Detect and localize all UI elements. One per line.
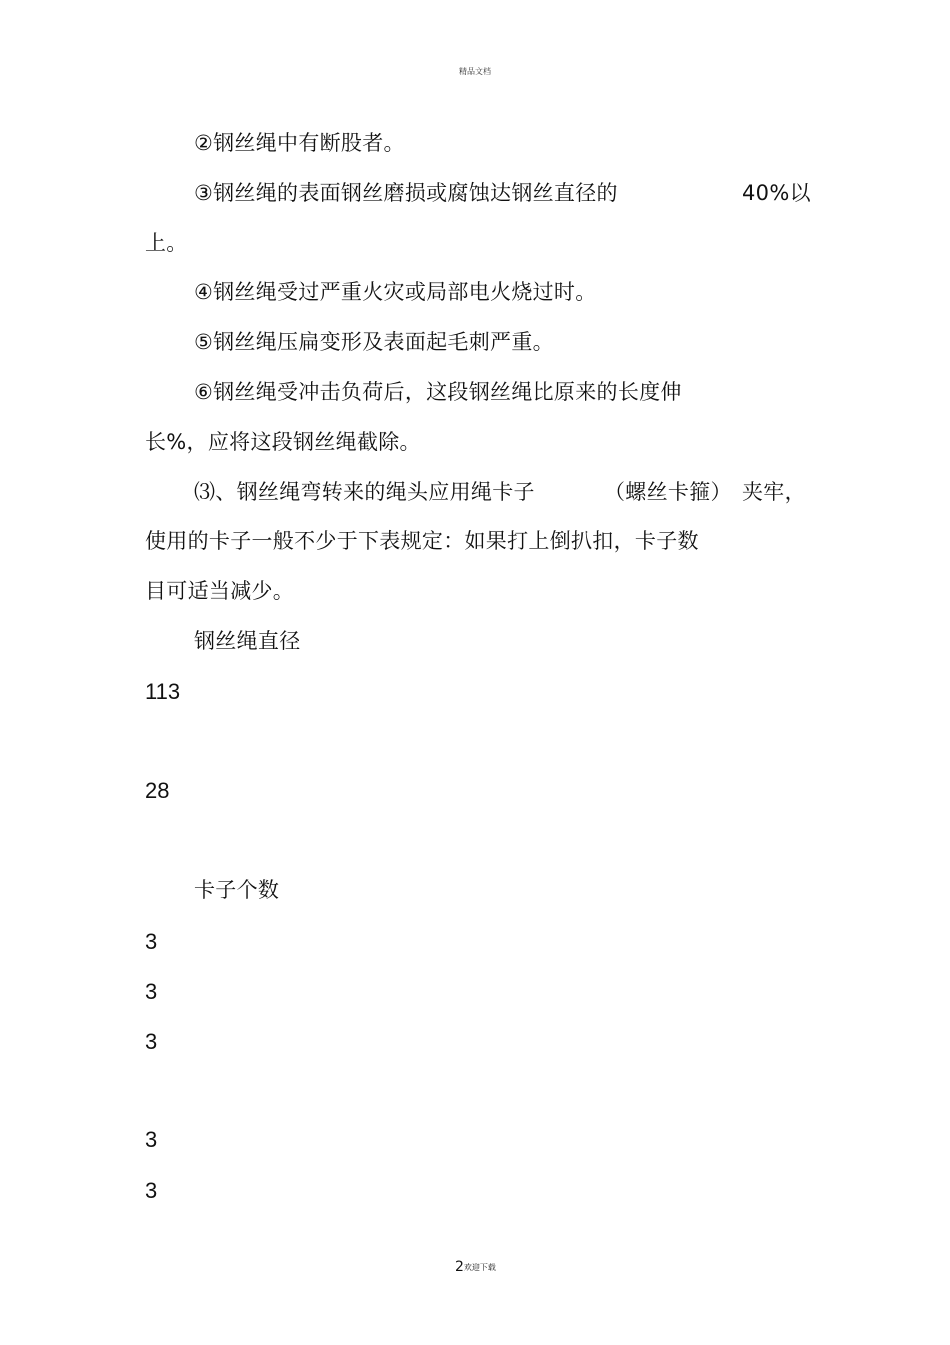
paragraph-item-3-continued: 上。 — [145, 231, 188, 255]
paragraph-item-6-continued: 长%，应将这段钢丝绳截除。 — [145, 430, 421, 454]
paragraph-section-3-bracket: （螺丝卡箍） — [604, 480, 732, 504]
footer-text: 欢迎下载 — [463, 1263, 496, 1272]
paragraph-section-3-line3: 目可适当减少。 — [145, 579, 295, 603]
table-header-diameter: 钢丝绳直径 — [194, 629, 301, 653]
paragraph-item-4: ④钢丝绳受过严重火灾或局部电火烧过时。 — [194, 280, 597, 304]
paragraph-item-6: ⑥钢丝绳受冲击负荷后，这段钢丝绳比原来的长度伸 — [194, 380, 682, 404]
paragraph-section-3-line2: 使用的卡子一般不少于下表规定：如果打上倒扒扣，卡子数 — [145, 529, 699, 553]
page-number: 2 — [455, 1259, 464, 1275]
paragraph-item-2: ②钢丝绳中有断股者。 — [194, 131, 405, 155]
table-cell: 3 — [145, 1178, 158, 1203]
paragraph-item-5: ⑤钢丝绳压扁变形及表面起毛刺严重。 — [194, 330, 554, 354]
table-header-clip-count: 卡子个数 — [194, 878, 280, 902]
table-cell: 3 — [145, 1127, 158, 1152]
table-cell: 28 — [145, 778, 170, 803]
table-cell: 3 — [145, 1029, 158, 1054]
paragraph-item-3: ③钢丝绳的表面钢丝磨损或腐蚀达钢丝直径的 — [194, 181, 618, 205]
page-footer — [455, 1259, 496, 1275]
table-cell: 3 — [145, 979, 158, 1004]
page-header: 精品文档 — [459, 67, 491, 76]
paragraph-section-3: ⑶、钢丝绳弯转来的绳头应用绳卡子 — [194, 480, 535, 504]
table-cell: 3 — [145, 929, 158, 954]
paragraph-item-3-percent: 40%以 — [742, 181, 811, 205]
paragraph-section-3-clamp: 夹牢， — [742, 480, 806, 504]
table-cell: 113 — [145, 679, 181, 704]
